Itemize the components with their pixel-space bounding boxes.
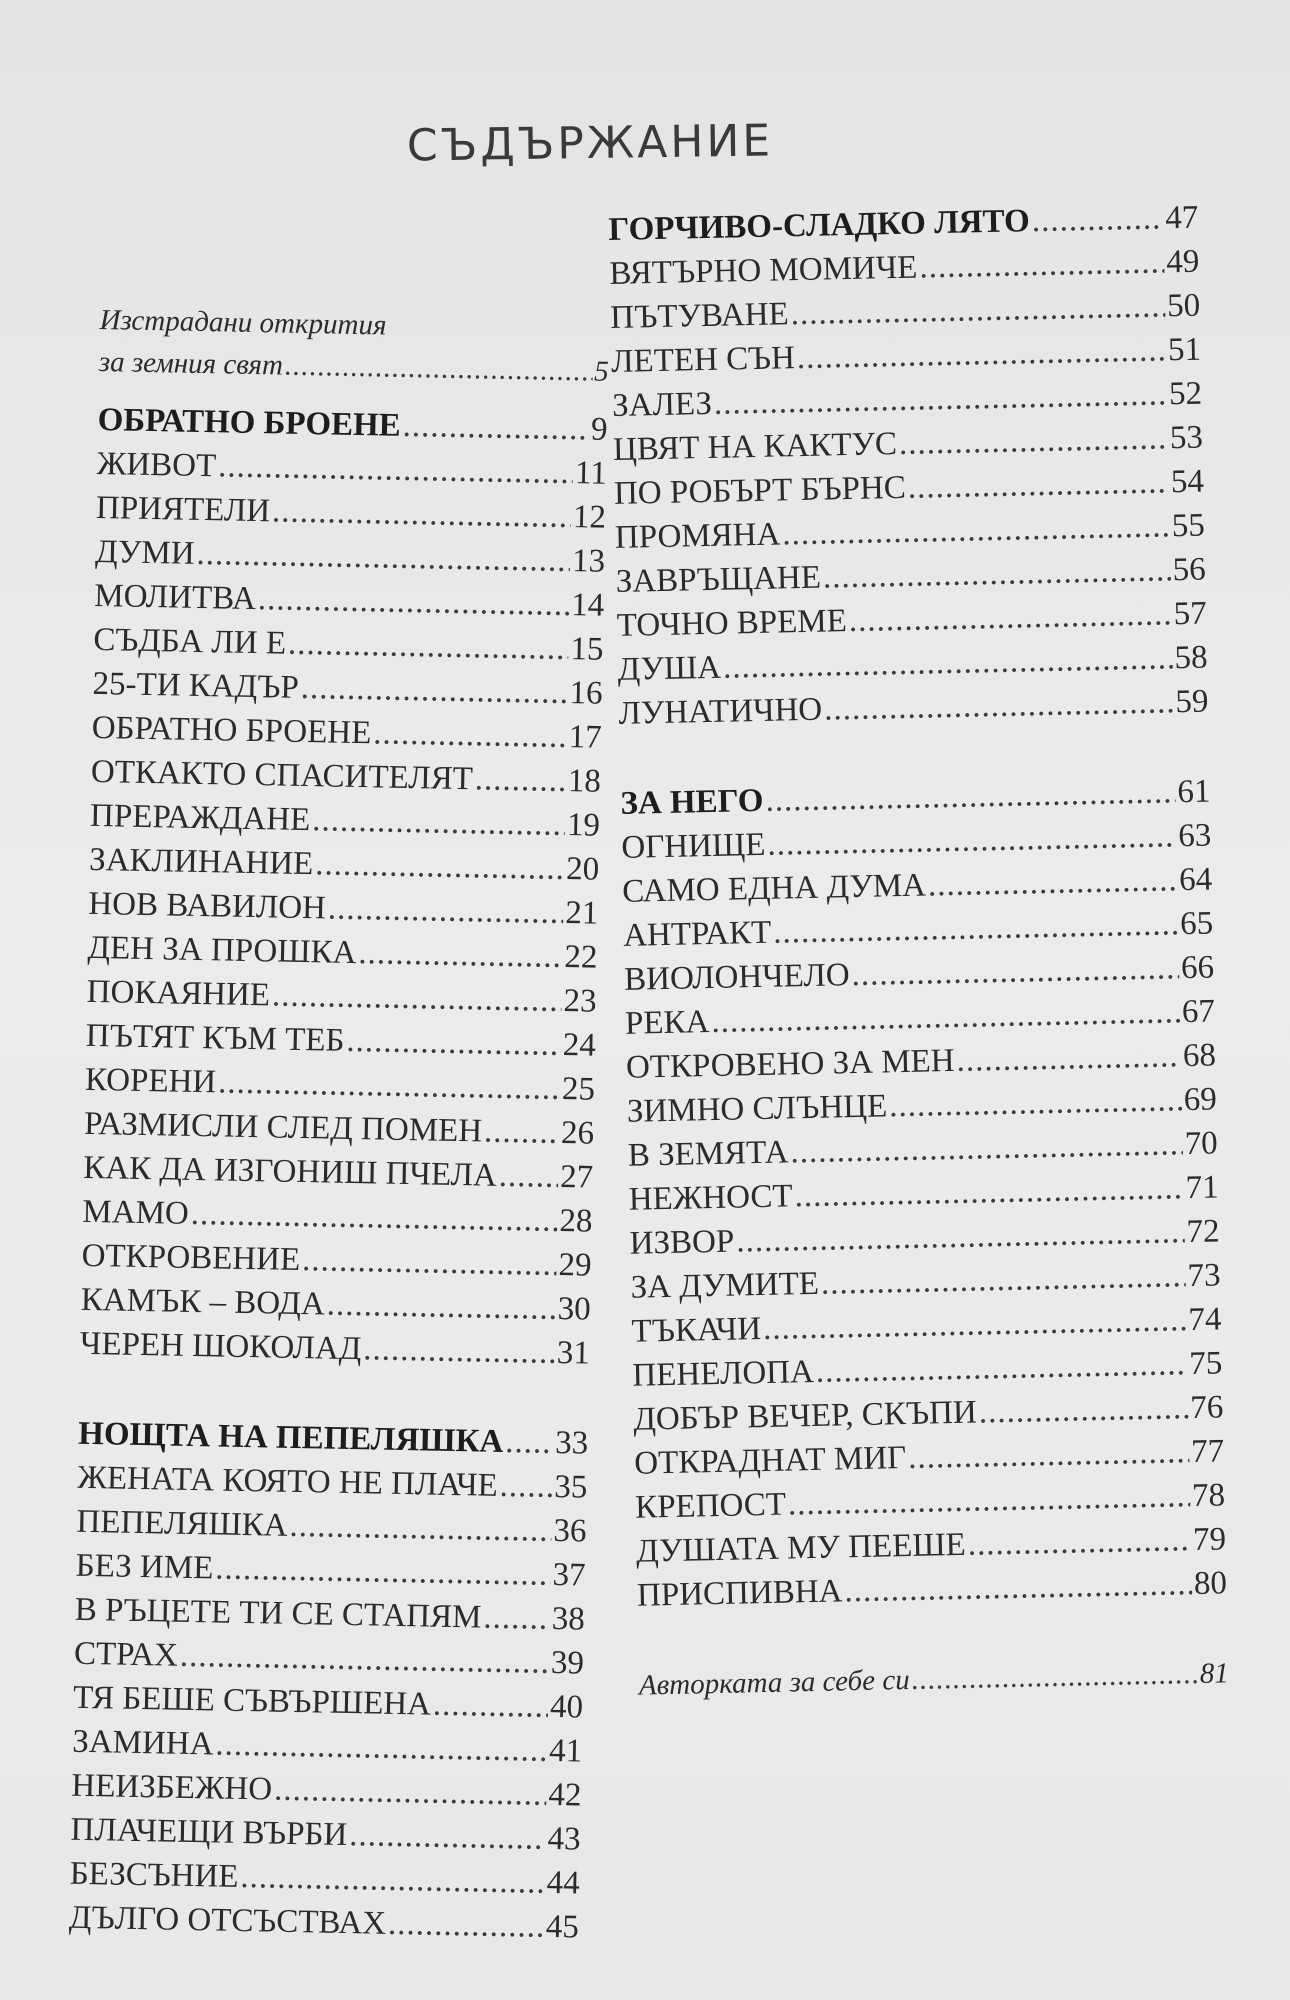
page-number: 37 (552, 1556, 586, 1594)
page-number: 23 (563, 983, 597, 1020)
dot-leader (215, 1546, 551, 1596)
dot-leader (848, 592, 1172, 643)
page-number: 59 (1175, 683, 1209, 721)
entry-title: РЕКА (624, 1004, 710, 1042)
section-title: ОБРАТНО БРОЕНЕ (97, 401, 402, 444)
page-number: 18 (567, 763, 602, 800)
entry-title: ОБРАТНО БРОЕНЕ (91, 709, 372, 752)
entry-title: ОТКРОВЕНО ЗА МЕН (625, 1042, 955, 1086)
dot-leader (346, 1019, 561, 1067)
page-number: 9 (590, 411, 608, 448)
page-number: 55 (1171, 507, 1206, 545)
entry-title: ПО РОБЪРТ БЪРНС (613, 469, 907, 512)
dot-leader (919, 240, 1165, 289)
page-number: 61 (1176, 773, 1211, 811)
entry-title: ЗАЛЕЗ (611, 385, 713, 424)
entry-title: ЖЕНАТА КОЯТО НЕ ПЛАЧЕ (77, 1459, 499, 1504)
dot-leader (300, 666, 568, 715)
dot-leader (358, 931, 563, 979)
entry-title: ПЪТЯТ КЪМ ТЕБ (85, 1017, 345, 1059)
section-title: ГОРЧИВО-СЛАДКО ЛЯТО (608, 203, 1031, 248)
page-number: 11 (574, 455, 608, 492)
entry-title: ДЕН ЗА ПРОШКА (87, 929, 357, 972)
page-number: 80 (1193, 1565, 1228, 1603)
entry-title: ДЪЛГО ОТСЪСТВАХ (68, 1899, 387, 1942)
entry-title: В РЪЦЕТЕ ТИ СЕ СТАПЯМ (74, 1591, 482, 1636)
page-number: 74 (1188, 1301, 1222, 1339)
page-number: 26 (560, 1115, 595, 1152)
entry-title: КАМЪК – ВОДА (80, 1281, 326, 1323)
page-number: 78 (1191, 1477, 1226, 1515)
dot-leader (911, 1652, 1198, 1702)
entry-title: ЧЕРЕН ШОКОЛАД (79, 1325, 362, 1368)
entry-title: САМО ЕДНА ДУМА (621, 867, 927, 910)
page-number: 54 (1170, 463, 1205, 501)
page-number: 58 (1174, 639, 1208, 677)
entry-title: КРЕПОСТ (634, 1486, 787, 1526)
page-number: 77 (1190, 1433, 1225, 1471)
dot-leader (822, 548, 1171, 599)
entry-title: ДУШАТА МУ ПЕЕШЕ (635, 1526, 967, 1570)
entry-title: ИЗВОР (629, 1223, 735, 1262)
entry-title: СТРАХ (73, 1635, 179, 1674)
page-number: 63 (1177, 817, 1212, 855)
dot-leader (927, 858, 1177, 907)
toc-entry (69, 1896, 580, 1950)
page-number: 25 (561, 1071, 596, 1108)
page-number: 43 (547, 1820, 581, 1858)
page-number: 31 (556, 1334, 591, 1372)
page-number: 57 (1173, 595, 1208, 633)
page-number: 72 (1186, 1213, 1220, 1251)
intro-title-line2: за земния свят (98, 345, 284, 382)
dot-leader (215, 1722, 548, 1772)
page-number: 39 (550, 1644, 585, 1682)
dot-leader (844, 1562, 1192, 1613)
entry-title: ОГНИЩЕ (621, 826, 766, 866)
entry-title: МОЛИТВА (93, 577, 257, 618)
section-title: НОЩТА НА ПЕПЕЛЯШКА (77, 1415, 504, 1460)
toc-left-column (69, 300, 610, 1949)
page-number: 69 (1183, 1081, 1218, 1119)
page-number: 36 (553, 1512, 587, 1550)
page-number: 52 (1168, 375, 1203, 413)
dot-leader (349, 1813, 546, 1861)
entry-title: НОВ ВАВИЛОН (88, 885, 327, 927)
dot-leader (790, 284, 1165, 336)
page-number: 79 (1192, 1521, 1227, 1559)
dot-leader (821, 1254, 1186, 1306)
dot-leader (218, 1060, 561, 1111)
dot-leader (272, 489, 572, 539)
entry-title: ЖИВОТ (96, 445, 217, 485)
entry-title: ПРОМЯНА (614, 516, 781, 556)
entry-title: ТЯ БЕШЕ СЪВЪРШЕНА (72, 1679, 432, 1723)
right-sections (608, 196, 1227, 1618)
page-number: 35 (553, 1468, 588, 1506)
page-number: 68 (1182, 1037, 1217, 1075)
page-number: 66 (1180, 949, 1215, 987)
entry-title: ПЛАЧЕЩИ ВЪРБИ (70, 1811, 348, 1854)
page-number: 13 (571, 543, 606, 580)
page-number: 73 (1187, 1257, 1221, 1295)
entry-title: ПРИСПИВНА (636, 1573, 843, 1614)
dot-leader (908, 1430, 1190, 1480)
dot-leader (328, 886, 564, 935)
dot-leader (967, 1518, 1191, 1567)
page-number: 45 (545, 1908, 580, 1946)
section-title: ЗА НЕГО (620, 782, 764, 822)
dot-leader (196, 532, 570, 583)
page-number: 53 (1169, 419, 1204, 457)
dot-leader (851, 946, 1179, 997)
dot-leader (274, 1768, 547, 1817)
page-number: 14 (570, 587, 605, 624)
dot-leader (474, 757, 566, 803)
dot-leader (978, 1386, 1188, 1434)
page-number: 65 (1179, 905, 1214, 943)
entry-title: ДОБЪР ВЕЧЕР, СКЪПИ (633, 1394, 978, 1438)
intro-page-number: 5 (593, 355, 610, 388)
entry-title: НЕИЗБЕЖНО (71, 1767, 273, 1808)
dot-leader (240, 1855, 545, 1905)
entry-title: В ЗЕМЯТА (627, 1134, 789, 1174)
page-number: 15 (570, 631, 604, 668)
dot-leader (498, 1154, 558, 1199)
toc-right-column (608, 196, 1229, 1708)
dot-leader (363, 1327, 555, 1375)
dot-leader (484, 1110, 560, 1155)
entry-title: МАМО (82, 1193, 190, 1232)
page-number: 33 (554, 1424, 589, 1462)
page-title: СЪДЪРЖАНИЕ (406, 115, 774, 172)
entry-title: 25-ТИ КАДЪР (92, 665, 300, 706)
page-number: 19 (566, 807, 601, 844)
page-number: 22 (564, 939, 598, 976)
dot-leader (288, 622, 569, 671)
dot-leader (285, 344, 593, 394)
entry-title: ПРИЯТЕЛИ (95, 489, 271, 530)
entry-title: ЗА ДУМИТЕ (630, 1265, 820, 1306)
page-number: 56 (1172, 551, 1207, 589)
page-number: 40 (549, 1688, 584, 1726)
dot-leader (218, 444, 574, 495)
entry-title: ДУМИ (94, 533, 195, 572)
entry-title: СЪДБА ЛИ Е (93, 621, 287, 662)
outro-label: Авторката за себе си (638, 1664, 910, 1702)
page-number: 30 (557, 1290, 592, 1328)
page-number: 17 (568, 719, 603, 756)
entry-title: ВИОЛОНЧЕЛО (623, 957, 850, 998)
dot-leader (505, 1420, 554, 1465)
dot-leader (373, 711, 567, 759)
page-number: 38 (551, 1600, 586, 1638)
entry-title: ТОЧНО ВРЕМЕ (616, 603, 848, 644)
page-number: 70 (1184, 1125, 1219, 1163)
page-number: 50 (1166, 287, 1201, 325)
page-number: 51 (1167, 331, 1202, 369)
dot-leader (190, 1192, 557, 1243)
entry-title: ЗАВРЪЩАНЕ (615, 559, 822, 600)
intro-title-line1: Изстрадани открития (99, 303, 387, 342)
entry-title: ОТКРАДНАТ МИГ (633, 1440, 907, 1482)
entry-title: ОТКАКТО СПАСИТЕЛЯТ (90, 753, 474, 798)
outro-page-number: 81 (1199, 1657, 1230, 1690)
left-sections (69, 398, 609, 1950)
dot-leader (1031, 196, 1164, 243)
entry-title: ДУША (617, 649, 722, 688)
entry-title: ПЕНЕЛОПА (632, 1353, 815, 1394)
dot-leader (499, 1464, 552, 1509)
page-number: 64 (1178, 861, 1213, 899)
page-number: 20 (565, 851, 600, 888)
entry-title: ТЪКАЧИ (631, 1311, 762, 1350)
entry-title: ПОКАЯНИЕ (86, 973, 271, 1014)
dot-leader (889, 1078, 1183, 1128)
page-number: 47 (1164, 199, 1199, 237)
entry-title: ПРЕРАЖДАНЕ (89, 797, 311, 839)
entry-title: РАЗМИСЛИ СЛЕД ПОМЕН (83, 1105, 483, 1150)
page-number: 49 (1165, 243, 1200, 281)
dot-leader (433, 1683, 549, 1729)
dot-leader (907, 460, 1169, 509)
entry-title: НЕЖНОСТ (628, 1178, 793, 1218)
entry-title: ЗАКЛИНАНИЕ (88, 841, 314, 883)
dot-leader (312, 798, 566, 847)
page-number: 41 (548, 1732, 583, 1770)
page-number: 42 (548, 1776, 582, 1814)
dot-leader (289, 1504, 552, 1553)
entry-title: БЕЗСЪНИЕ (69, 1855, 239, 1895)
page-number: 24 (562, 1027, 597, 1064)
dot-leader (388, 1902, 545, 1949)
dot-leader (315, 842, 565, 891)
dot-leader (898, 416, 1168, 466)
dot-leader (302, 1238, 557, 1287)
entry-title: КОРЕНИ (84, 1061, 217, 1101)
page-number: 28 (559, 1202, 593, 1240)
entry-title: ВЯТЪРНО МОМИЧЕ (609, 249, 918, 292)
page-number: 12 (572, 499, 607, 536)
page-number: 67 (1181, 993, 1216, 1031)
dot-leader (258, 577, 570, 627)
page-number: 76 (1189, 1389, 1224, 1427)
page-number: 71 (1185, 1169, 1220, 1207)
page-number: 27 (559, 1159, 594, 1196)
entry-title: КАК ДА ИЗГОНИШ ПЧЕЛА (82, 1149, 498, 1194)
entry-title: БЕЗ ИМЕ (75, 1547, 214, 1587)
dot-leader (402, 404, 589, 452)
entry-title: АНТРАКТ (622, 914, 772, 954)
entry-title: ЗИМНО СЛЪНЦЕ (626, 1088, 888, 1130)
entry-title: ЛЕТЕН СЪН (610, 340, 796, 380)
page-number: 75 (1188, 1345, 1223, 1383)
dot-leader (326, 1283, 556, 1331)
page-number: 29 (558, 1246, 592, 1284)
dot-leader (956, 1034, 1181, 1083)
page-number: 16 (569, 675, 603, 712)
dot-leader (483, 1596, 550, 1641)
page-number: 44 (546, 1864, 581, 1902)
entry-title: ОТКРОВЕНИЕ (81, 1237, 301, 1279)
entry-title: ПЪТУВАНЕ (609, 296, 790, 336)
page-number: 21 (564, 895, 599, 932)
entry-title: ЦВЯТ НА КАКТУС (612, 426, 898, 468)
dot-leader (180, 1634, 550, 1685)
entry-title: ЛУНАТИЧНО (618, 691, 823, 732)
dot-leader (824, 680, 1174, 731)
dot-leader (815, 1342, 1187, 1394)
entry-title: ПЕПЕЛЯШКА (76, 1503, 288, 1544)
entry-title: ЗАМИНА (71, 1723, 214, 1763)
dot-leader (796, 328, 1166, 380)
dot-leader (272, 973, 562, 1023)
